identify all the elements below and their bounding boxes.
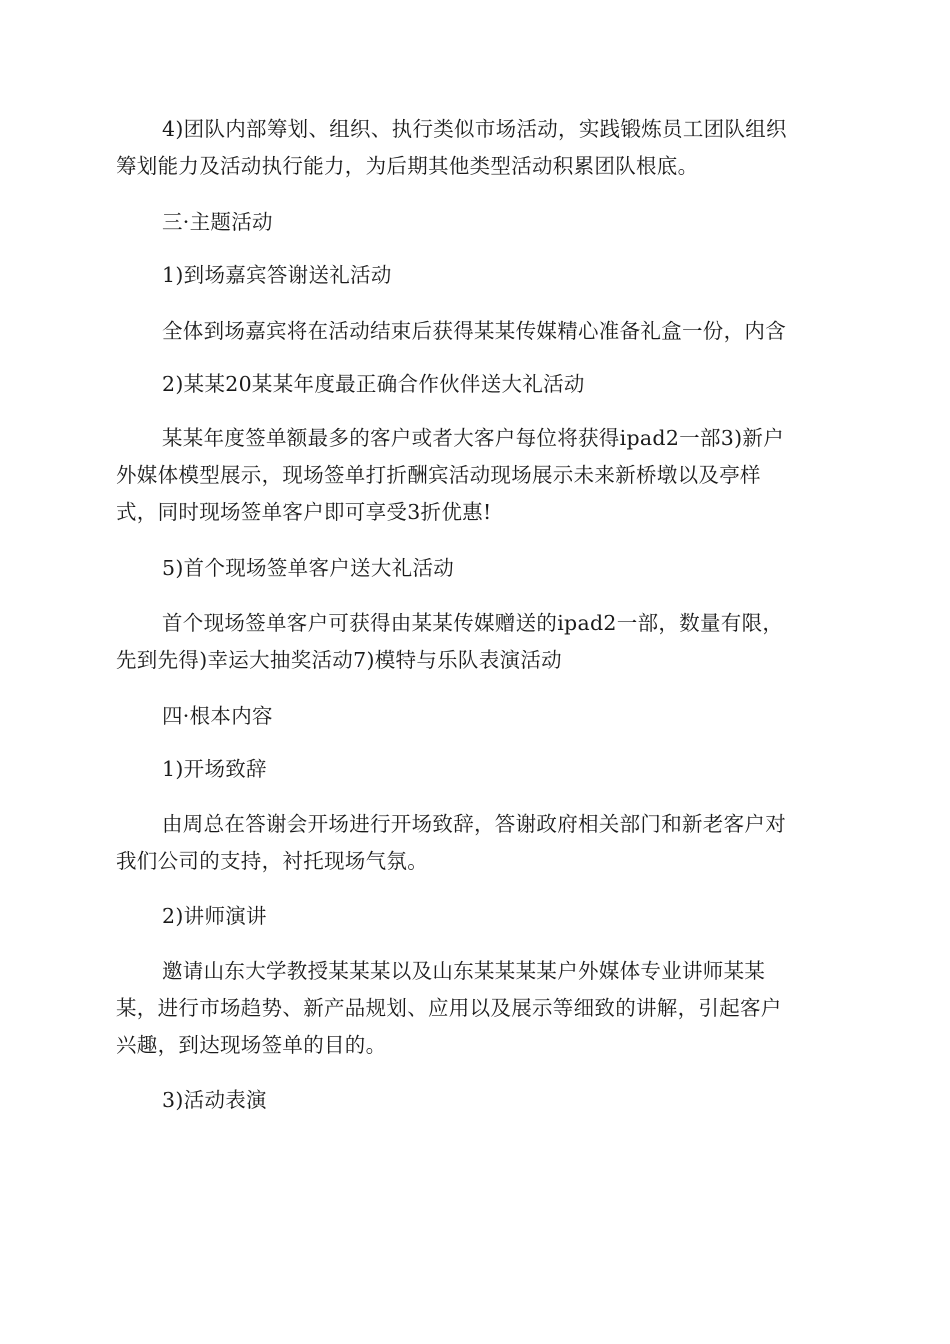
item-heading-opening-speech	[116, 751, 834, 788]
text-line: 式，同时现场签单客户即可享受3折优惠!	[116, 500, 492, 524]
text-line: 三·主题活动	[162, 210, 273, 234]
text-line: 2)某某20某某年度最正确合作伙伴送大礼活动	[162, 372, 585, 396]
text-line: 5)首个现场签单客户送大礼活动	[162, 556, 455, 580]
item-heading-first-signing	[116, 550, 834, 587]
section-heading-theme-activities	[116, 204, 834, 241]
text-line: 四·根本内容	[162, 704, 273, 728]
text-line: 首个现场签单客户可获得由某某传媒赠送的ipad2一部，数量有限，	[162, 611, 784, 635]
text-line: 某，进行市场趋势、新产品规划、应用以及展示等细致的讲解，引起客户	[116, 996, 782, 1020]
item-heading-guest-gift	[116, 257, 834, 294]
text-line: 1)到场嘉宾答谢送礼活动	[162, 263, 392, 287]
text-line: 兴趣，到达现场签单的目的。	[116, 1033, 387, 1057]
text-line: 由周总在答谢会开场进行开场致辞，答谢政府相关部门和新老客户对	[162, 812, 786, 836]
text-line: 3)活动表演	[162, 1088, 267, 1112]
paragraph-guest-gift	[116, 313, 834, 350]
text-line: 我们公司的支持，衬托现场气氛。	[116, 849, 428, 873]
text-line: 全体到场嘉宾将在活动结束后获得某某传媒精心准备礼盒一份，内含	[162, 319, 786, 343]
text-line: 2)讲师演讲	[162, 904, 267, 928]
text-line: 外媒体模型展示，现场签单打折酬宾活动现场展示未来新桥墩以及亭样	[116, 463, 761, 487]
paragraph-team-planning	[116, 111, 834, 185]
paragraph-partner-award	[116, 420, 834, 531]
text-line: 4)团队内部筹划、组织、执行类似市场活动，实践锻炼员工团队组织	[162, 117, 787, 141]
text-line: 某某年度签单额最多的客户或者大客户每位将获得ipad2一部3)新户	[162, 426, 785, 450]
text-line: 邀请山东大学教授某某某以及山东某某某某户外媒体专业讲师某某	[162, 959, 766, 983]
item-heading-performance	[116, 1082, 834, 1119]
item-heading-lecture	[116, 898, 834, 935]
text-line: 先到先得)幸运大抽奖活动7)模特与乐队表演活动	[116, 648, 562, 672]
paragraph-first-signing	[116, 605, 834, 679]
text-line: 筹划能力及活动执行能力，为后期其他类型活动积累团队根底。	[116, 154, 699, 178]
text-line: 1)开场致辞	[162, 757, 267, 781]
item-heading-partner-award	[116, 366, 834, 403]
paragraph-opening-speech	[116, 806, 834, 880]
paragraph-lecture	[116, 953, 834, 1064]
section-heading-basic-content	[116, 698, 834, 735]
